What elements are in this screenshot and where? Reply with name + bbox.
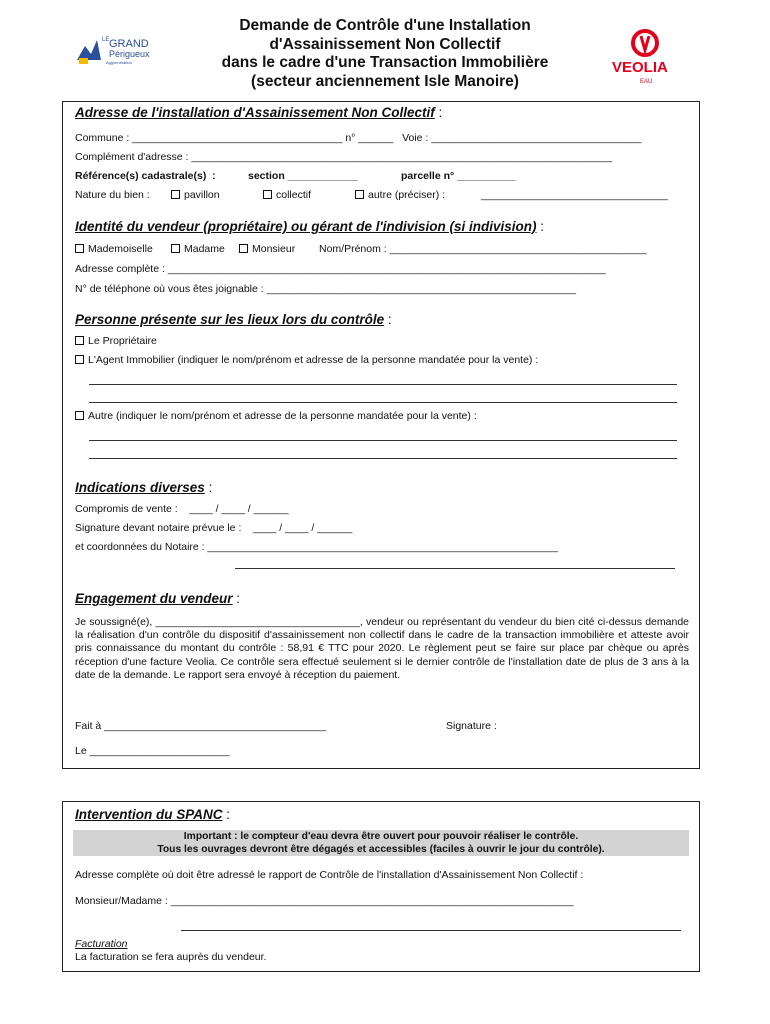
checkbox-proprietaire[interactable]: Le Propriétaire	[75, 335, 157, 347]
checkbox-icon[interactable]	[263, 190, 272, 199]
checkbox-collectif[interactable]: collectif	[263, 189, 311, 201]
important-notice: Important : le compteur d'eau devra être ouvert pour pouvoir réaliser le contrôle. Tous les ouvrages devront être dégagés et accessibles (faciles à ouvrir le jour du contrôle).	[73, 830, 689, 856]
checkbox-autre[interactable]: autre (préciser) :	[355, 189, 445, 201]
checkbox-pavillon[interactable]: pavillon	[171, 189, 220, 201]
section-field[interactable]: section ____________	[248, 170, 358, 182]
checkbox-icon[interactable]	[171, 190, 180, 199]
main-form-box	[62, 101, 700, 769]
page-title: Demande de Contrôle d'une Installation d'Assainissement Non Collectif dans le cadre d'une Transaction Immobilière (secteur anciennement Isle Manoire)	[221, 17, 549, 90]
report-address-label: Adresse complète où doit être adressé le rapport de Contrôle de l'installation d'Assainissement Non Collectif :	[75, 869, 584, 881]
checkbox-autre-personne[interactable]: Autre (indiquer le nom/prénom et adresse de la personne mandatée pour la vente) :	[75, 410, 477, 422]
complement-field[interactable]: Complément d'adresse : ________________________________________________________________________	[75, 151, 612, 163]
checkbox-icon[interactable]	[239, 244, 248, 253]
nature-label: Nature du bien :	[75, 189, 150, 201]
section-title-address: Adresse de l'installation d'Assainissement Non Collectif :	[75, 105, 443, 120]
svg-text:Agglomération: Agglomération	[106, 60, 132, 65]
svg-text:GRAND: GRAND	[109, 38, 149, 50]
spanc-box	[62, 801, 700, 972]
cadastral-label: Référence(s) cadastrale(s) :	[75, 170, 216, 182]
veolia-logo	[610, 26, 690, 88]
checkbox-icon[interactable]	[75, 336, 84, 345]
engagement-paragraph: Je soussigné(e), ___________________________________, vendeur ou représentant du vendeur du bien cité ci-dessus demande la réalisation d'un contrôle du dispositif d'assainissement non collectif dans le cadre de la transaction immobilière et atteste avoir pris connaissance du montant du contrôle : 58,91 € TTC pour 2020. Le règlement peut se faire sur place par chèque ou après réception d'une facture Veolia. Ce contrôle sera effectué seulement si le dernier contrôle de l'installation date de plus de 3 ans à la date de la demande. Le rapport sera envoyé à réception du paiement.	[75, 616, 689, 681]
compromis-field[interactable]: Compromis de vente : ____ / ____ / ______	[75, 503, 289, 515]
svg-text:EAU: EAU	[640, 79, 653, 85]
signature-date-field[interactable]: Signature devant notaire prévue le : ____ / ____ / ______	[75, 522, 353, 534]
checkbox-icon[interactable]	[355, 190, 364, 199]
agent-line-2[interactable]	[89, 402, 677, 403]
commune-field[interactable]: Commune : ____________________________________ n° ______ Voie : ____________________________________	[75, 132, 642, 144]
signature-label: Signature :	[446, 720, 497, 732]
autre-field[interactable]: ________________________________	[481, 189, 668, 201]
facturation-title: Facturation	[75, 938, 128, 950]
section-title-indications: Indications diverses :	[75, 480, 213, 495]
parcelle-field[interactable]: parcelle n° __________	[401, 170, 516, 182]
vendor-address-field[interactable]: Adresse complète : ___________________________________________________________________________	[75, 263, 606, 275]
autre-line-1[interactable]	[89, 440, 677, 441]
checkbox-icon[interactable]	[75, 411, 84, 420]
notaire-field[interactable]: et coordonnées du Notaire : ____________________________________________________________	[75, 541, 558, 553]
monsieur-madame-field[interactable]: Monsieur/Madame : _____________________________________________________________________	[75, 895, 574, 907]
notaire-line-2[interactable]	[235, 568, 675, 569]
checkbox-mademoiselle[interactable]: Mademoiselle	[75, 243, 153, 255]
checkbox-icon[interactable]	[75, 355, 84, 364]
checkbox-monsieur[interactable]: Monsieur	[239, 243, 295, 255]
nom-prenom-field[interactable]: Nom/Prénom : ____________________________________________	[319, 243, 647, 255]
grand-perigueux-logo	[73, 30, 163, 70]
checkbox-icon[interactable]	[171, 244, 180, 253]
checkbox-madame[interactable]: Madame	[171, 243, 225, 255]
date-field[interactable]: Le ________________________	[75, 745, 230, 757]
fait-a-field[interactable]: Fait à ______________________________________	[75, 720, 327, 732]
section-title-present: Personne présente sur les lieux lors du contrôle :	[75, 312, 392, 327]
svg-text:Périgueux: Périgueux	[109, 49, 150, 59]
vendor-phone-field[interactable]: N° de téléphone où vous êtes joignable : _____________________________________________________	[75, 283, 577, 295]
section-title-engagement: Engagement du vendeur :	[75, 591, 241, 606]
autre-line-2[interactable]	[89, 458, 677, 459]
agent-line-1[interactable]	[89, 384, 677, 385]
svg-text:VEOLIA: VEOLIA	[612, 59, 668, 76]
checkbox-icon[interactable]	[75, 244, 84, 253]
section-title-spanc: Intervention du SPANC :	[75, 807, 231, 822]
facturation-text: La facturation se fera auprès du vendeur.	[75, 951, 267, 963]
section-title-vendor: Identité du vendeur (propriétaire) ou gérant de l'indivision (si indivision) :	[75, 219, 545, 234]
monsieur-line-2[interactable]	[181, 930, 681, 931]
checkbox-agent[interactable]: L'Agent Immobilier (indiquer le nom/prénom et adresse de la personne mandatée pour la vente) :	[75, 354, 538, 366]
svg-text:LE: LE	[102, 37, 110, 43]
